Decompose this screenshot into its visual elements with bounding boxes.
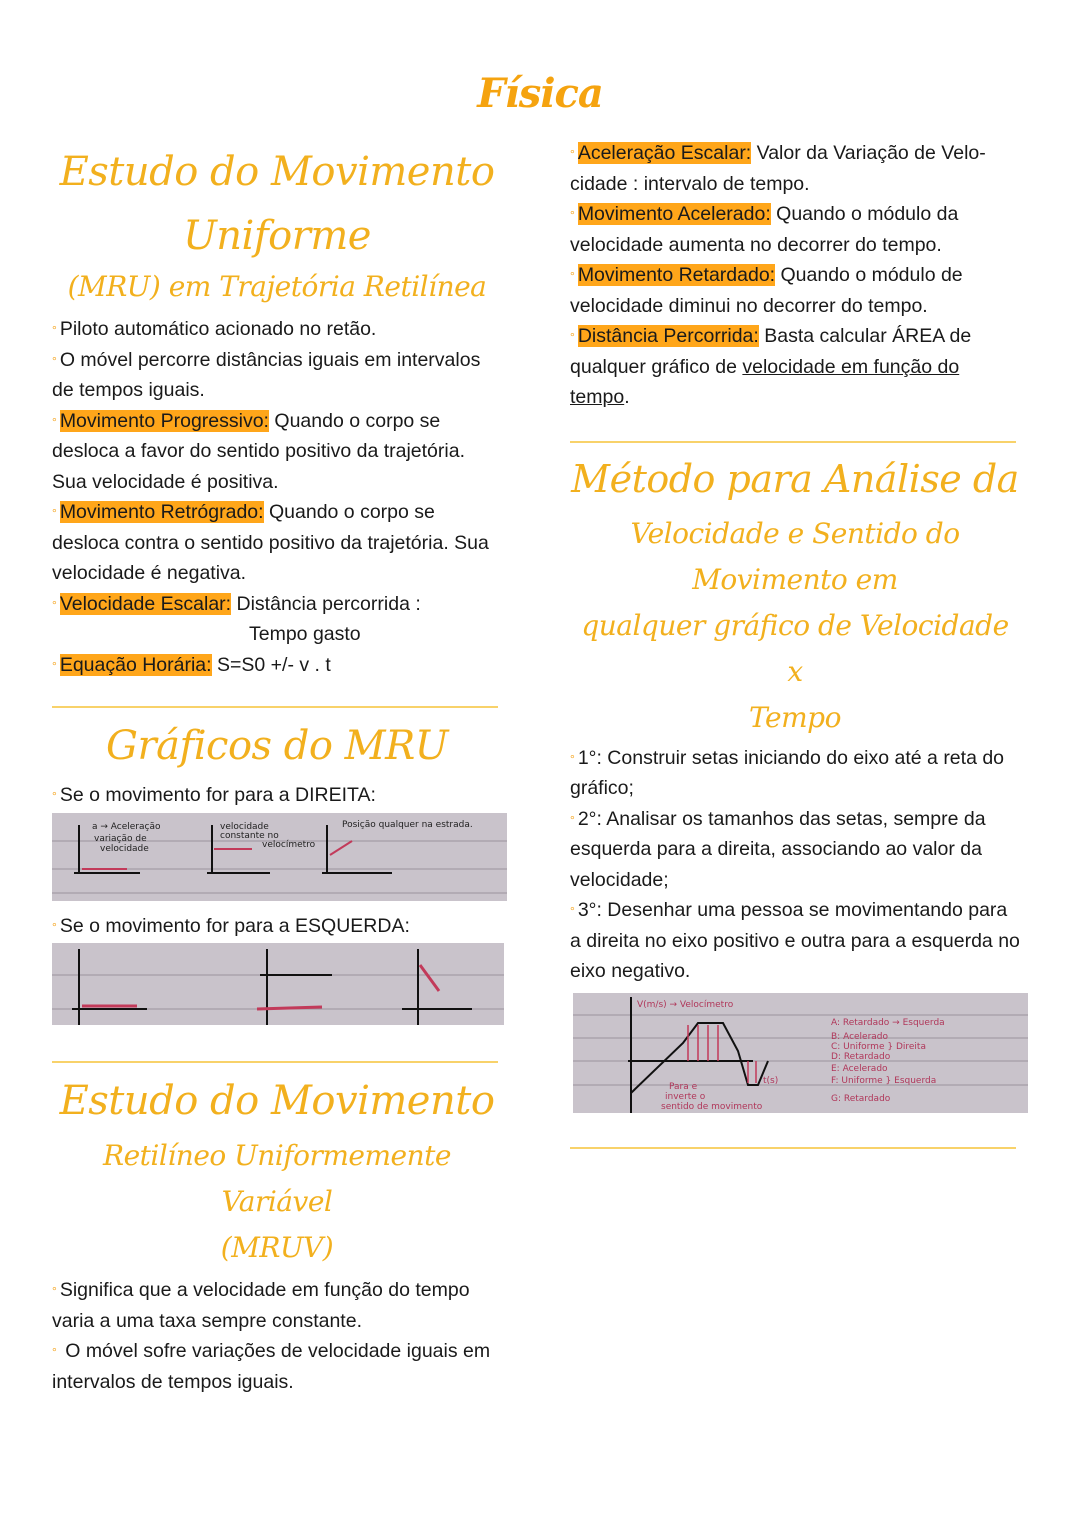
hand-drawn-graphs-icon — [52, 943, 504, 1025]
term-highlight: Velocidade Escalar: — [59, 592, 232, 615]
svg-text:inverte o: inverte o — [665, 1091, 706, 1102]
bullet-icon: ° — [570, 904, 575, 918]
left-column — [52, 140, 502, 1397]
list-item: ° Movimento Retrógrado: Quando o corpo se desloca contra o sentido positivo da trajetória. Sua velocidade é negativa. — [52, 501, 489, 584]
svg-text:variação de: variação de — [94, 833, 147, 844]
svg-text:velocímetro: velocímetro — [262, 839, 316, 850]
bullet-icon: ° — [52, 353, 57, 368]
mru-list — [52, 314, 502, 680]
term-highlight: Movimento Retardado: — [577, 264, 776, 286]
bullet-icon: ° — [52, 506, 57, 520]
sketch-photo-velocity-graph — [573, 993, 1028, 1113]
svg-text:a → Aceleração: a → Aceleração — [92, 821, 161, 832]
list-item: ° 1°: Construir setas iniciando do eixo até a reta do gráfico; — [570, 746, 1005, 799]
page-title: Física — [477, 70, 603, 117]
bullet-icon: ° — [570, 812, 575, 827]
divider — [52, 1061, 498, 1063]
bullet-icon: ° — [52, 414, 57, 429]
method-heading-line1: Método para Análise da — [571, 456, 1019, 501]
bullet-icon: ° — [52, 1284, 57, 1298]
divider — [52, 706, 498, 708]
method-heading-line4: Tempo — [749, 700, 841, 734]
method-heading-line2: Velocidade e Sentido do Movimento em — [630, 516, 960, 596]
svg-text:B: Acelerado: B: Acelerado — [831, 1031, 889, 1042]
svg-text:D: Retardado: D: Retardado — [831, 1051, 891, 1062]
list-item: ° O móvel sofre variações de velocidade iguais em intervalos de tempos iguais. — [52, 1340, 491, 1393]
mruv-heading-line2: Retilíneo Uniformemente Variável — [103, 1139, 451, 1218]
fraction-denominator: Tempo gasto — [249, 623, 361, 645]
term-highlight: Movimento Acelerado: — [577, 203, 771, 225]
list-item: ° Aceleração Escalar: Valor da Variação de Velo-cidade : intervalo de tempo. — [570, 142, 986, 195]
svg-text:Para e: Para e — [669, 1081, 698, 1092]
svg-text:E: Acelerado: E: Acelerado — [831, 1063, 888, 1074]
list-item: ° O móvel percorre distâncias iguais em intervalos de tempos iguais. — [52, 348, 481, 401]
bullet-icon: ° — [52, 658, 57, 673]
list-item: ° Distância Percorrida: Basta calcular ÁREA de qualquer gráfico de velocidade em função do tempo. — [570, 325, 972, 408]
hand-drawn-graphs-icon — [52, 813, 507, 901]
method-heading-line3: qualquer gráfico de Velocidade x — [581, 608, 1009, 688]
mruv-list — [52, 1275, 502, 1397]
list-item: ° Movimento Retardado: Quando o módulo de velocidade diminui no decorrer do tempo. — [570, 264, 963, 317]
list-item: ° Velocidade Escalar: Distância percorrida : — [52, 592, 421, 615]
mruv-heading-line1: Estudo do Movimento — [59, 1078, 495, 1124]
divider — [570, 441, 1016, 443]
bullet-icon: ° — [570, 269, 575, 283]
graphs-left-label: ° Se o movimento for para a ESQUERDA: — [52, 914, 410, 937]
list-item: ° Significa que a velocidade em função do tempo varia a uma taxa sempre constante. — [52, 1279, 470, 1332]
term-highlight: Distância Percorrida: — [577, 325, 759, 347]
underlined-phrase: velocidade em função do tempo — [570, 355, 960, 408]
bullet-icon: ° — [52, 919, 57, 934]
svg-text:F: Uniforme } Esquerda: F: Uniforme } Esquerda — [831, 1075, 937, 1086]
definitions-list — [570, 138, 1020, 413]
bullet-icon: ° — [52, 323, 57, 337]
bullet-icon: ° — [570, 208, 575, 222]
bullet-icon: ° — [52, 1345, 57, 1359]
mru-heading-line2: Uniforme — [183, 213, 371, 259]
bullet-icon: ° — [570, 751, 575, 766]
term-highlight: Movimento Progressivo: — [59, 409, 269, 432]
mru-heading-line1: Estudo do Movimento — [59, 149, 495, 195]
sketch-photo-left-motion — [52, 943, 504, 1025]
bullet-icon: ° — [570, 147, 575, 161]
svg-text:t(s): t(s) — [763, 1075, 779, 1086]
svg-text:velocidade: velocidade — [100, 843, 149, 854]
term-highlight: Movimento Retrógrado: — [59, 501, 264, 523]
svg-text:Posição qualquer na estrada.: Posição qualquer na estrada. — [342, 819, 473, 830]
list-item: ° 2°: Analisar os tamanhos das setas, sempre da esquerda para a direita, associando ao valor da velocidade; — [570, 807, 986, 891]
term-highlight: Equação Horária: — [59, 653, 212, 676]
svg-text:G: Retardado: G: Retardado — [831, 1093, 891, 1104]
list-item: ° Equação Horária: S=S0 +/- v . t — [52, 653, 331, 676]
mru-subheading: (MRU) em Trajetória Retilínea — [67, 270, 487, 303]
divider — [570, 1147, 1016, 1149]
list-item: ° Piloto automático acionado no retão. — [52, 318, 377, 340]
mruv-heading-line3: (MRUV) — [220, 1231, 334, 1264]
graphs-right-label: ° Se o movimento for para a DIREITA: — [52, 784, 376, 806]
bullet-icon: ° — [52, 597, 57, 612]
bullet-icon: ° — [570, 330, 575, 344]
svg-text:V(m/s) → Velocímetro: V(m/s) → Velocímetro — [637, 999, 734, 1010]
hand-drawn-velocity-graph-icon — [573, 993, 1028, 1113]
term-highlight: Aceleração Escalar: — [577, 142, 752, 164]
list-item: ° 3°: Desenhar uma pessoa se movimentando para a direita no eixo positivo e outra para a esquerda no eixo negativo. — [570, 899, 1020, 982]
method-steps — [570, 743, 1020, 987]
bullet-icon: ° — [52, 789, 57, 803]
right-column — [570, 138, 1020, 1149]
svg-text:A: Retardado → Esquerda: A: Retardado → Esquerda — [831, 1017, 945, 1028]
list-item: ° Movimento Progressivo: Quando o corpo se desloca a favor do sentido positivo da trajetória. Sua velocidade é positiva. — [52, 409, 465, 493]
sketch-photo-right-motion — [52, 813, 507, 901]
svg-text:C: Uniforme } Direita: C: Uniforme } Direita — [831, 1041, 926, 1052]
svg-text:constante no: constante no — [220, 830, 279, 841]
graphs-heading: Gráficos do MRU — [106, 723, 448, 769]
svg-text:velocidade: velocidade — [220, 821, 269, 832]
svg-text:sentido de movimento: sentido de movimento — [661, 1101, 763, 1112]
list-item: ° Movimento Acelerado: Quando o módulo da velocidade aumenta no decorrer do tempo. — [570, 203, 959, 256]
